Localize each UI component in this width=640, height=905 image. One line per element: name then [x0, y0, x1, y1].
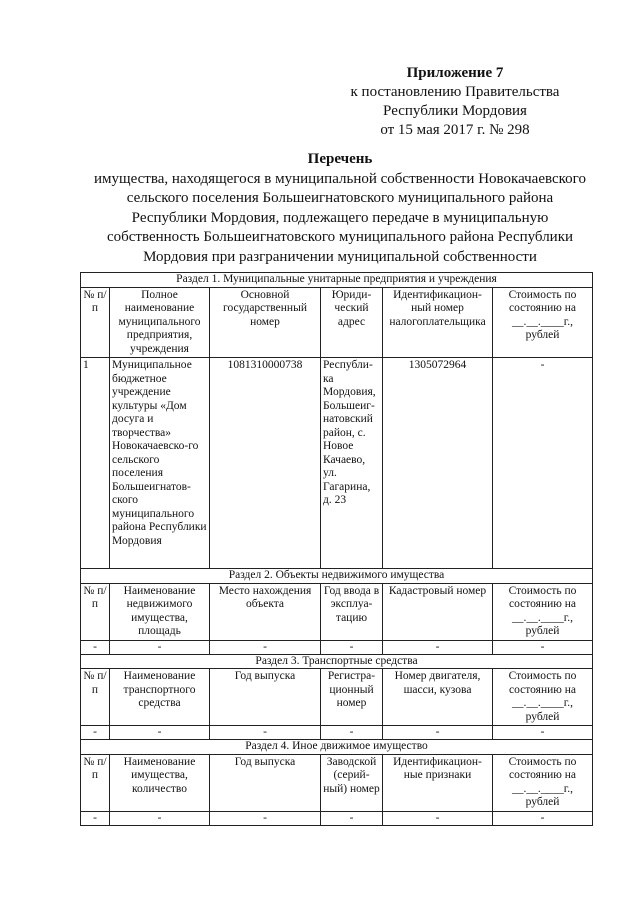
s3-h4: Номер двигателя, шасси, кузова [383, 669, 493, 726]
s3-c3: - [321, 726, 383, 740]
section-3-title: Раздел 3. Транспортные средства [81, 654, 593, 669]
s4-h0: № п/п [81, 754, 110, 811]
s1-h4: Идентификацион-ный номер налогоплательщика [383, 287, 493, 358]
s1-c0: 1 [81, 358, 110, 569]
s1-h3: Юриди-ческий адрес [321, 287, 383, 358]
s3-h3: Регистра-ционный номер [321, 669, 383, 726]
s4-h2: Год выпуска [210, 754, 321, 811]
s1-h0: № п/п [81, 287, 110, 358]
s3-h1: Наименование транспортного средства [110, 669, 210, 726]
s4-c4: - [383, 811, 493, 825]
s3-c5: - [493, 726, 593, 740]
s4-h4: Идентификацион-ные признаки [383, 754, 493, 811]
s1-c5: - [493, 358, 593, 569]
s4-h5: Стоимость по состоянию на __.__.____г., рублей [493, 754, 593, 811]
s2-h1: Наименование недвижимого имущества, площадь [110, 583, 210, 640]
s2-c4: - [383, 640, 493, 654]
appendix-line-1: к постановлению Правительства [350, 84, 560, 100]
s4-c5: - [493, 811, 593, 825]
s3-c0: - [81, 726, 110, 740]
s1-c1: Муниципальное бюджетное учреждение культуры «Дом досуга и творчества» Новокачаевско-го сельского поселения Большеигнатов-ского муниципального района Республики Мордовия [110, 358, 210, 569]
s3-h0: № п/п [81, 669, 110, 726]
table-row [81, 726, 593, 740]
section-4-header-row [81, 754, 593, 811]
section-4-title: Раздел 4. Иное движимое имущество [81, 740, 593, 755]
table-row [81, 358, 593, 569]
title-line-5: Мордовия при разграничении муниципальной собственности [143, 248, 537, 265]
section-3-header-row [81, 669, 593, 726]
section-1-header-row [81, 287, 593, 358]
s1-h2: Основной государственный номер [210, 287, 321, 358]
s4-h1: Наименование имущества, количество [110, 754, 210, 811]
s2-c1: - [110, 640, 210, 654]
s2-c0: - [81, 640, 110, 654]
s1-h5: Стоимость по состоянию на __.__.____г., рублей [493, 287, 593, 358]
title-line-4: собственность Большеигнатовского муниципального района Республики [106, 229, 574, 245]
appendix-date: от 15 мая 2017 г. № 298 [380, 122, 530, 138]
document-title [80, 150, 600, 267]
s3-c1: - [110, 726, 210, 740]
s3-c4: - [383, 726, 493, 740]
s1-c3: Республи-ка Мордовия, Большеиг-натовский район, с. Новое Качаево, ул. Гагарина, д. 23 [321, 358, 383, 569]
s3-c2: - [210, 726, 321, 740]
s2-c2: - [210, 640, 321, 654]
s2-c3: - [321, 640, 383, 654]
section-2-header-row [81, 583, 593, 640]
property-table [80, 272, 593, 826]
title-heading: Перечень [307, 151, 373, 167]
s1-h1: Полное наименование муниципального предприятия, учреждения [110, 287, 210, 358]
s4-c2: - [210, 811, 321, 825]
s4-c1: - [110, 811, 210, 825]
table-row [81, 811, 593, 825]
section-1-title: Раздел 1. Муниципальные унитарные предприятия и учреждения [81, 273, 593, 288]
table-row [81, 640, 593, 654]
s2-h0: № п/п [81, 583, 110, 640]
s1-c2: 1081310000738 [210, 358, 321, 569]
title-line-2: сельского поселения Большеигнатовского муниципального района [126, 190, 554, 206]
section-2-title: Раздел 2. Объекты недвижимого имущества [81, 569, 593, 584]
appendix-title: Приложение 7 [406, 65, 504, 81]
s2-c5: - [493, 640, 593, 654]
s3-h2: Год выпуска [210, 669, 321, 726]
s1-c4: 1305072964 [383, 358, 493, 569]
s4-c0: - [81, 811, 110, 825]
s3-h5: Стоимость по состоянию на __.__.____г., рублей [493, 669, 593, 726]
s2-h5: Стоимость по состоянию на __.__.____г., рублей [493, 583, 593, 640]
title-line-1: имущества, находящегося в муниципальной собственности Новокачаевского [94, 170, 586, 187]
s4-c3: - [321, 811, 383, 825]
s2-h4: Кадастровый номер [383, 583, 493, 640]
s2-h3: Год ввода в эксплуа-тацию [321, 583, 383, 640]
appendix-line-2: Республики Мордовия [383, 103, 527, 119]
s2-h2: Место нахождения объекта [210, 583, 321, 640]
title-line-3: Республики Мордовия, подлежащего передаче в муниципальную [131, 209, 549, 226]
s4-h3: Заводской (серий-ный) номер [321, 754, 383, 811]
